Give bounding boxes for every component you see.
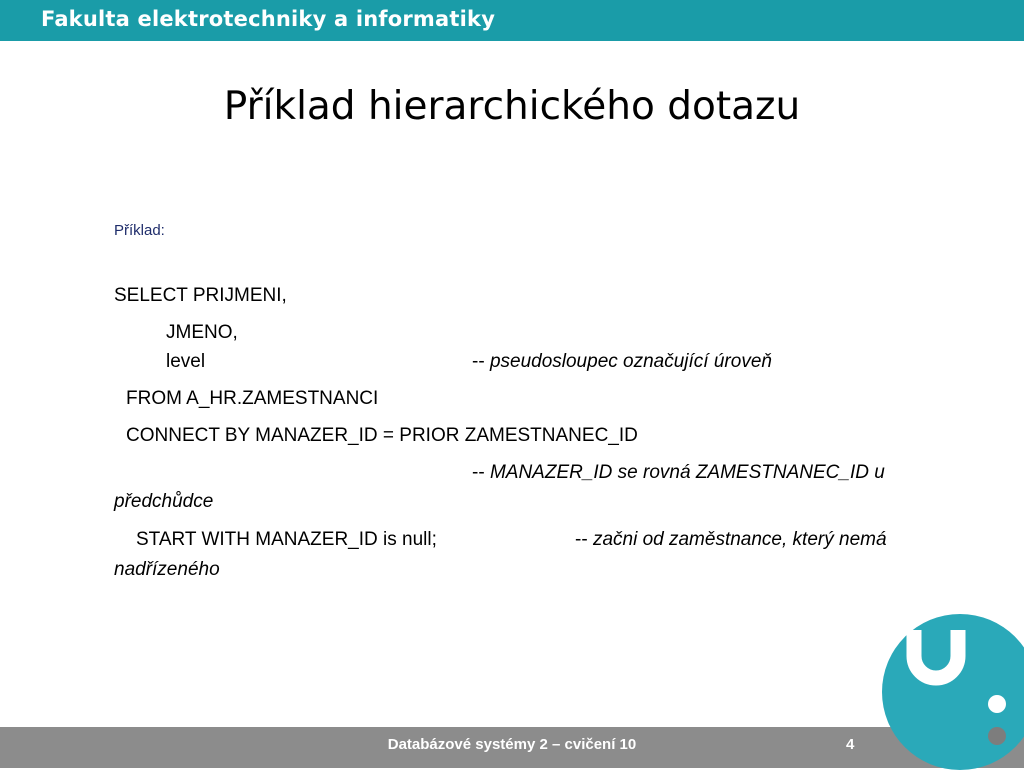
slide-title: Příklad hierarchického dotazu <box>223 84 801 129</box>
logo-dot-white <box>988 695 1006 713</box>
page-number: 4 <box>846 736 855 753</box>
code-line-from: FROM A_HR.ZAMESTNANCI <box>126 388 379 409</box>
footer-bar <box>0 727 1024 768</box>
comment-text: pseudosloupec označující úroveň <box>489 351 772 372</box>
code-line-select: SELECT PRIJMENI, <box>114 285 287 306</box>
comment-start-cont <box>114 558 220 582</box>
comment-prefix: -- <box>472 462 490 483</box>
university-u-logo-icon <box>880 612 1024 772</box>
code-line-connect: CONNECT BY MANAZER_ID = PRIOR ZAMESTNANEC_ID <box>126 425 638 446</box>
comment-prefix: -- <box>472 351 490 372</box>
logo-dot-grey <box>988 727 1006 745</box>
comment-text: MANAZER_ID se rovná ZAMESTNANEC_ID u <box>489 462 885 483</box>
comment-text: předchůdce <box>114 491 214 512</box>
comment-start <box>575 528 887 552</box>
code-line-level: level <box>166 351 206 372</box>
comment-connect-cont <box>114 490 213 514</box>
footer-text: Databázové systémy 2 – cvičení 10 <box>387 736 637 753</box>
faculty-name: Fakulta elektrotechniky a informatiky <box>41 7 496 31</box>
comment-text: začni od zaměstnance, který nemá <box>592 529 887 550</box>
comment-prefix: -- <box>575 529 593 550</box>
header-bar <box>0 0 1024 41</box>
example-label: Příklad: <box>114 222 165 239</box>
code-line-start: START WITH MANAZER_ID is null; <box>136 529 437 550</box>
comment-text: nadřízeného <box>114 559 220 580</box>
code-line-jmeno: JMENO, <box>166 322 238 343</box>
comment-connect <box>472 461 885 485</box>
comment-level <box>472 350 772 374</box>
